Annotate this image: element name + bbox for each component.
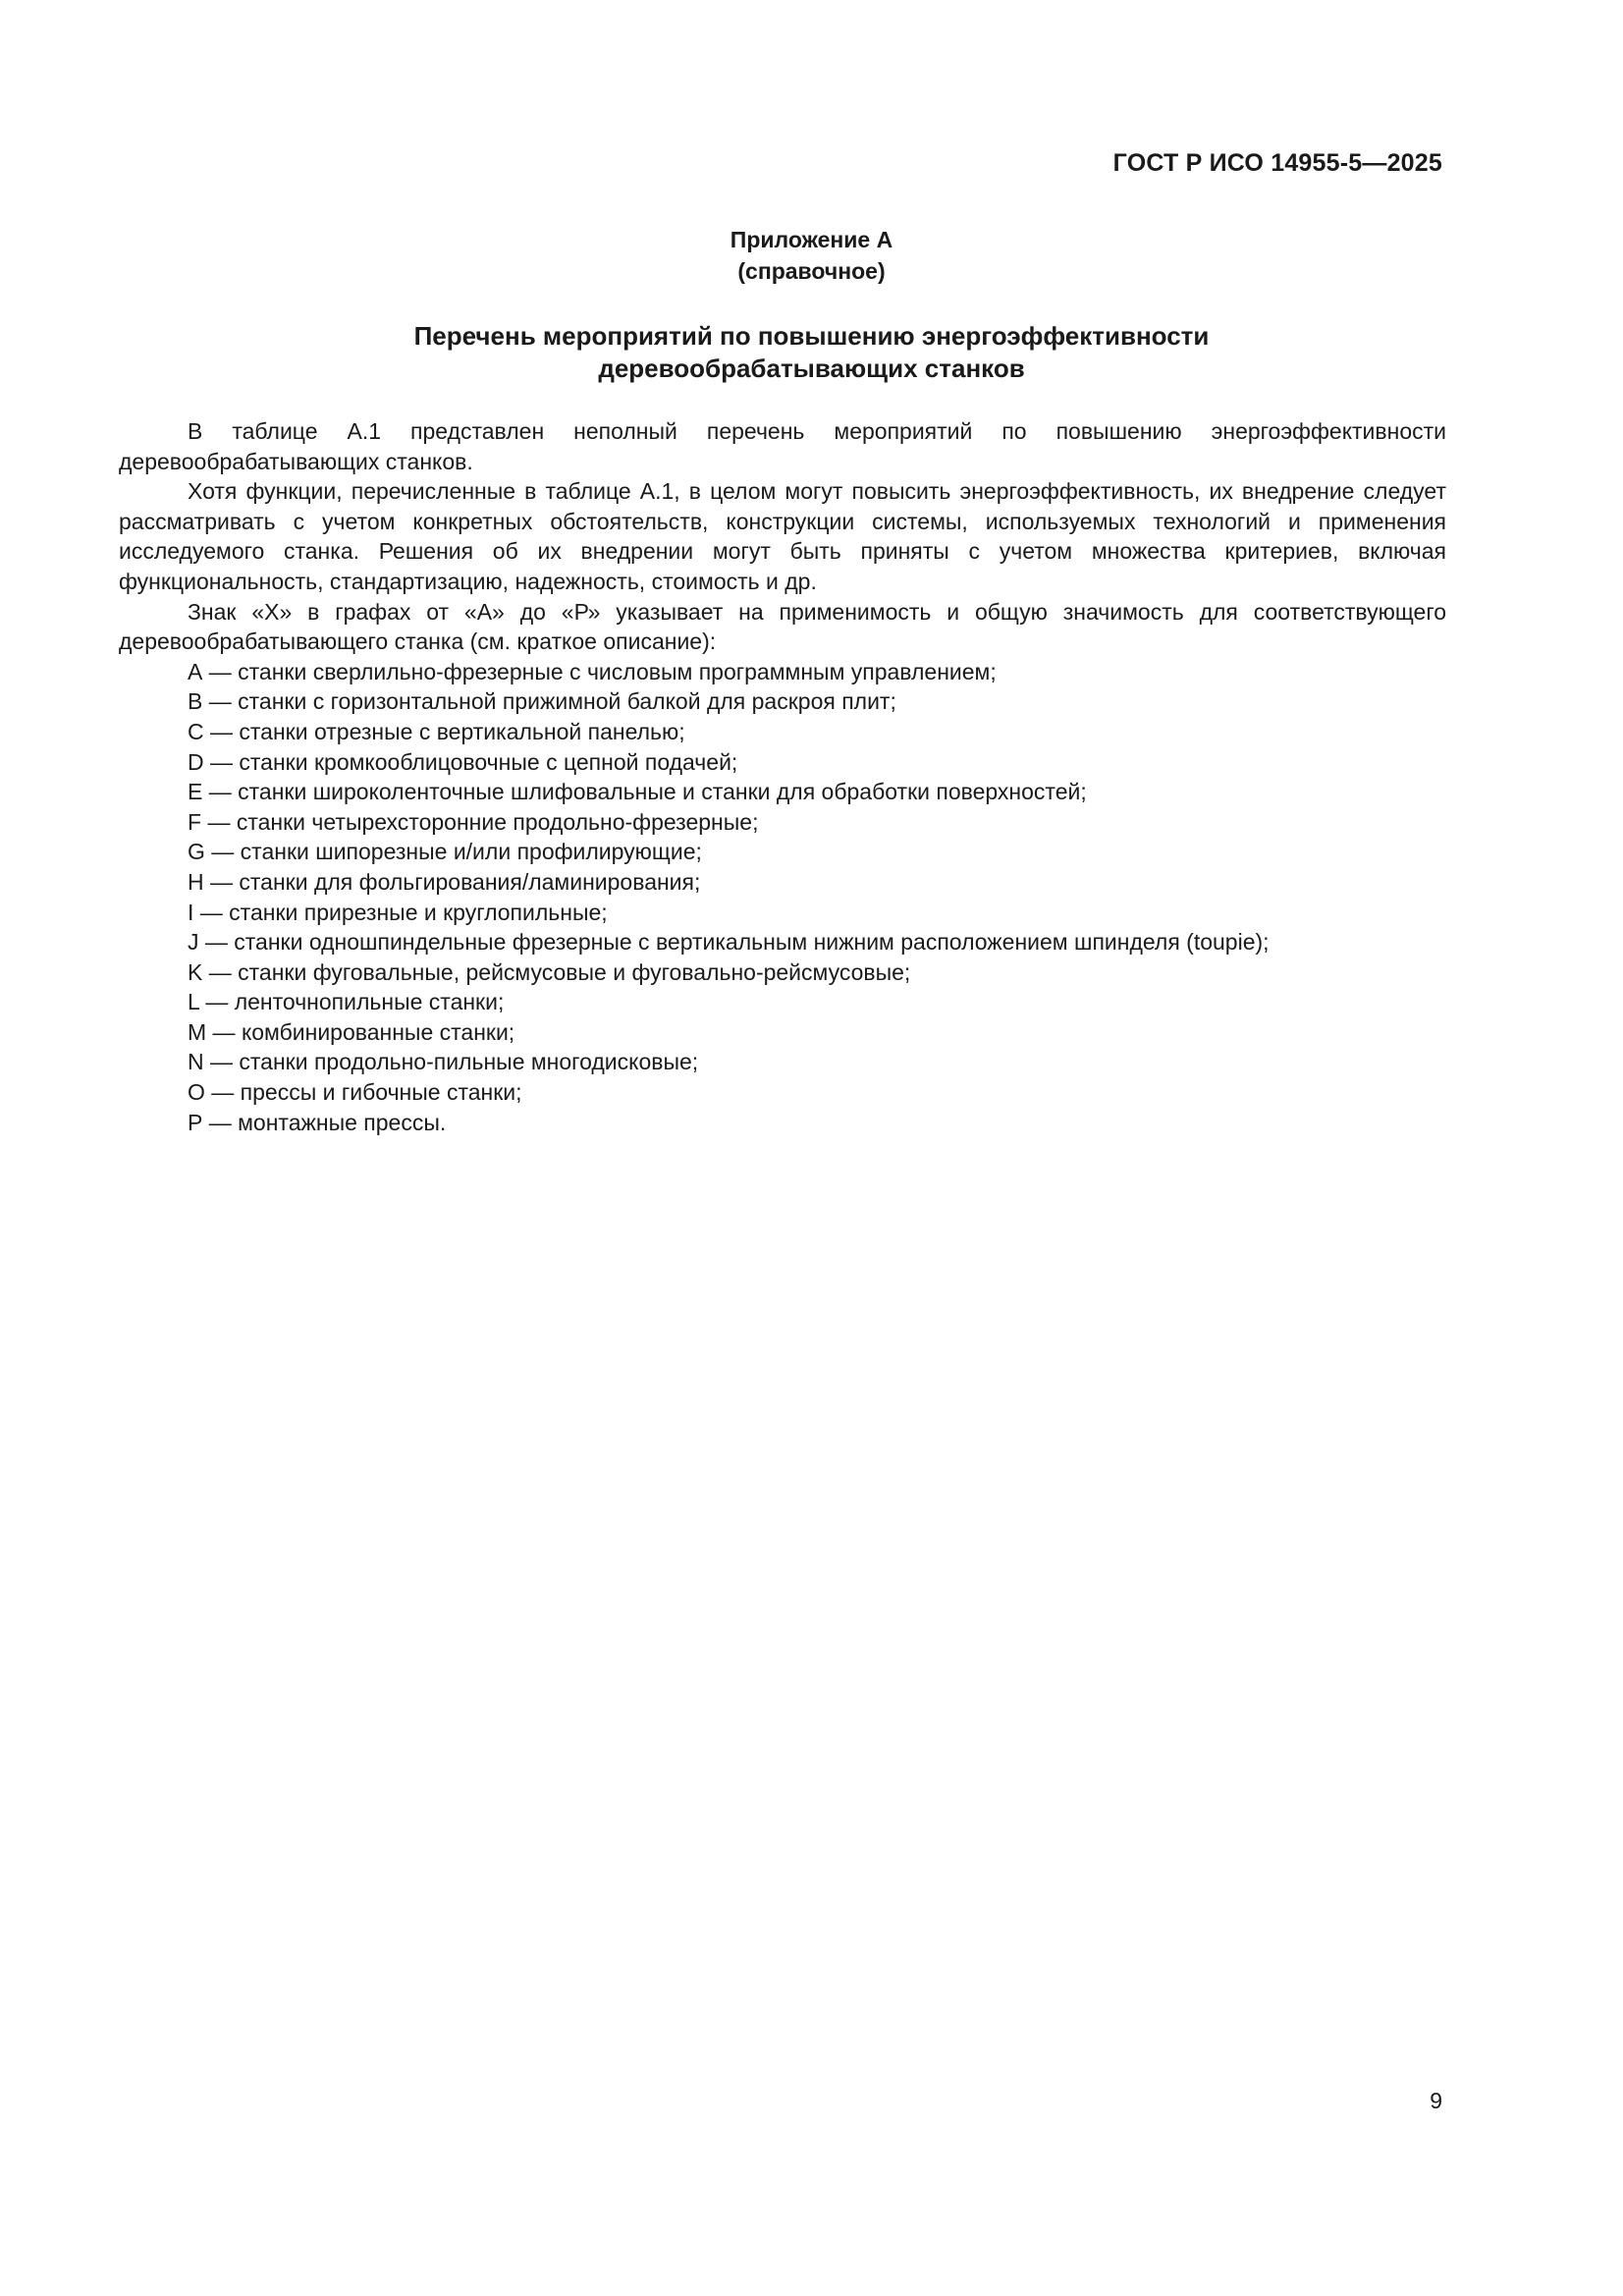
paragraph: Хотя функции, перечисленные в таблице А.1, в целом могут повысить энергоэффективность, их внедрение следует рассматривать с учетом конкретных обстоятельств, конструкции системы, используемых технологий и применения исследуемого станка. Решения об их внедрении могут быть приняты с учетом множества критериев, включая функциональность, стандартизацию, надежность, стоимость и др. [119,478,1446,594]
list-item: J — станки одношпиндельные фрезерные с вертикальным нижним расположением шпинделя (toupie); [188,929,1270,956]
list-item: Е — станки широколенточные шлифовальные и станки для обработки поверхностей; [188,779,1087,805]
annex-title: Приложение А [730,227,893,252]
list-item: Н — станки для фольгирования/ламинирования; [188,868,701,895]
list-item: D — станки кромкооблицовочные с цепной подачей; [188,748,738,775]
list-item: С — станки отрезные с вертикальной панелью; [188,718,685,744]
list-item: Р — монтажные прессы. [188,1109,447,1135]
body-text [119,416,1446,1137]
list-item: G — станки шипорезные и/или профилирующие; [188,839,702,865]
document-code: ГОСТ Р ИСО 14955-5—2025 [1112,149,1442,177]
page-number: 9 [1430,2088,1442,2113]
list-item: О — прессы и гибочные станки; [188,1079,522,1106]
list-item: L — ленточнопильные станки; [188,989,505,1015]
list-item: K — станки фуговальные, рейсмусовые и фуговально-рейсмусовые; [188,958,911,985]
list-item: I — станки прирезные и круглопильные; [188,899,608,925]
list-item: F — станки четырехсторонние продольно-фрезерные; [188,808,759,835]
section-heading-line-1: Перечень мероприятий по повышению энергоэффективности [413,321,1210,351]
annex-subtitle: (справочное) [737,258,886,284]
paragraph: Знак «X» в графах от «А» до «Р» указывает на применимость и общую значимость для соответствующего деревообрабатывающего станка (см. краткое описание): [119,598,1446,655]
list-item: N — станки продольно-пильные многодисковые; [188,1049,699,1075]
section-heading-line-2: деревообрабатывающих станков [598,354,1025,383]
list-item: В — станки с горизонтальной прижимной балкой для раскроя плит; [188,688,896,715]
paragraph: В таблице А.1 представлен неполный перечень мероприятий по повышению энергоэффективности деревообрабатывающих станков. [119,418,1446,474]
list-item: М — комбинированные станки; [188,1018,515,1045]
machine-type-list [119,657,1446,1138]
list-item: А — станки сверлильно-фрезерные с числовым программным управлением; [188,658,997,684]
